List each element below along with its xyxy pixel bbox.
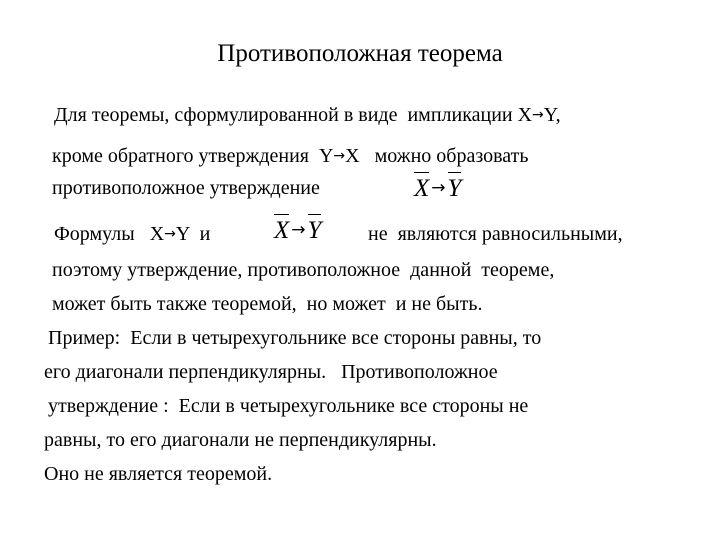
text-line-3: противоположное утверждение <box>52 177 320 199</box>
negated-y: Y <box>448 172 462 204</box>
text-line-9: утверждение : Если в четырехугольнике все стороны не <box>48 395 529 417</box>
text-line-10: равны, то его диагонали не перпендикулярны. <box>44 429 437 451</box>
implication-arrow-icon: → <box>291 220 306 240</box>
text-line-4-end: не являются равносильными, <box>368 223 623 245</box>
implication-arrow-icon: → <box>431 178 446 198</box>
text-line-8: его диагонали перпендикулярны. Противоположное <box>44 361 498 383</box>
implication-arrow-icon: → <box>532 107 544 123</box>
negated-x: X <box>414 172 429 204</box>
contrapositive-formula-2 <box>274 214 321 248</box>
line-2-end: X можно образовать <box>345 145 529 167</box>
implication-arrow-icon: → <box>164 226 176 242</box>
page-title: Противоположная теорема <box>217 40 503 67</box>
contrapositive-formula-1 <box>414 172 461 206</box>
text-line-4-start <box>54 222 210 248</box>
text-line-6: может быть также теоремой, но может и не быть. <box>52 293 483 315</box>
line-1-text: Для теоремы, сформулированной в виде импликации X <box>54 104 533 126</box>
text-line-5: поэтому утверждение, противоположное данной теореме, <box>52 259 555 281</box>
text-line-11: Оно не является теоремой. <box>44 463 273 485</box>
line-4-start: Формулы X <box>54 223 165 245</box>
negated-x: X <box>274 214 289 246</box>
line-1-end: Y, <box>543 104 561 126</box>
negated-y: Y <box>308 214 322 246</box>
implication-arrow-icon: → <box>333 148 346 164</box>
text-line-7: Пример: Если в четырехугольнике все стороны равны, то <box>48 327 542 349</box>
line-2-text: кроме обратного утверждения Y <box>52 145 334 167</box>
text-line-1 <box>54 103 561 129</box>
text-line-2 <box>52 144 529 170</box>
line-4-mid: Y и <box>175 223 211 245</box>
